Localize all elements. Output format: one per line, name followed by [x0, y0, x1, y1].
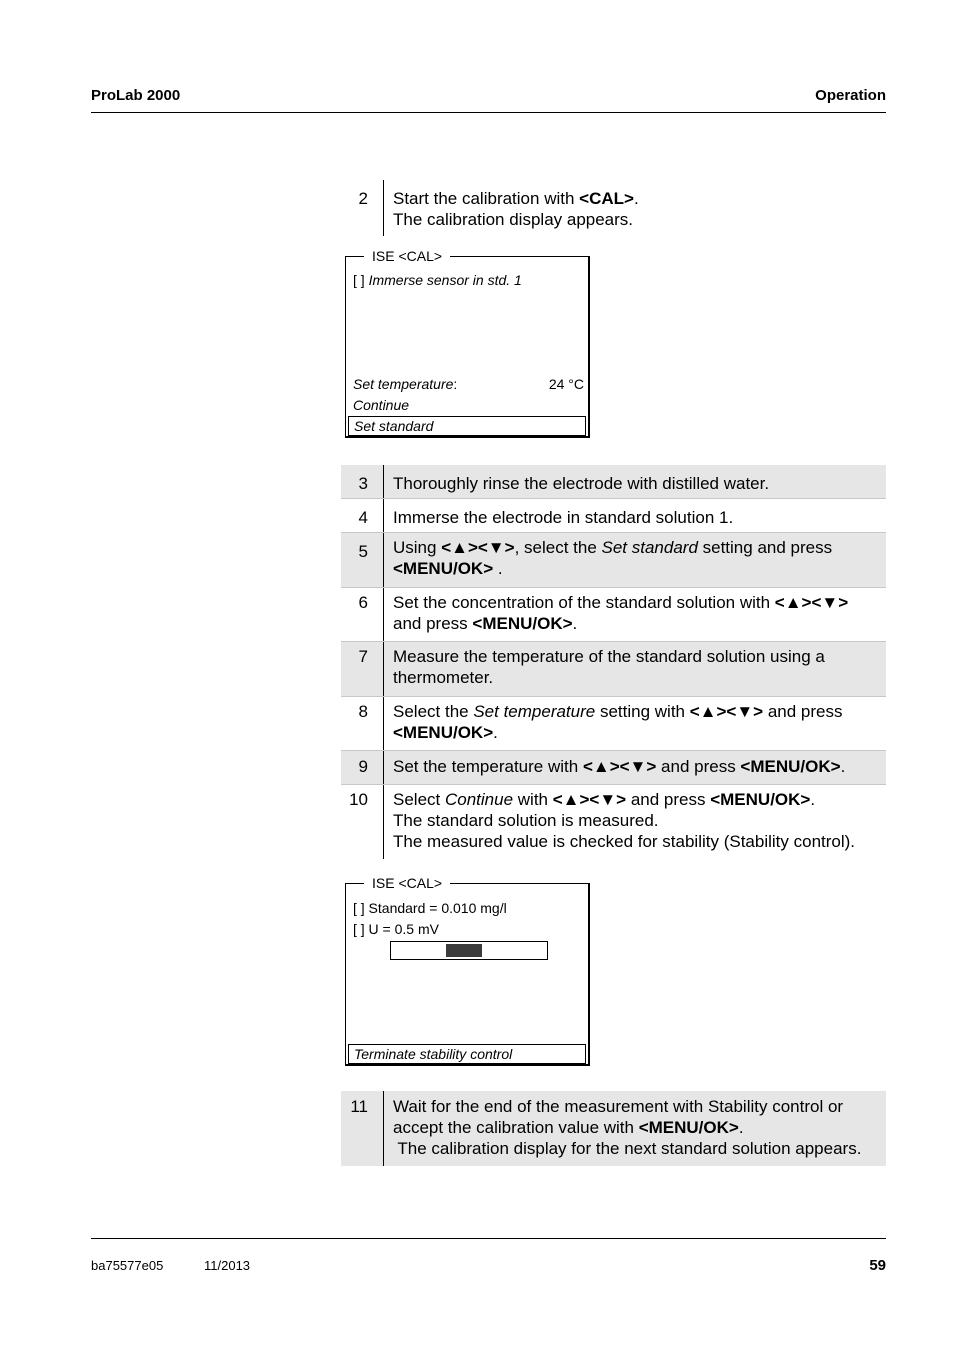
step-5: [341, 533, 886, 588]
step-text: Select the Set temperature setting with <▲><▼> and press <MENU/OK>.: [393, 702, 843, 742]
voltage-value: [ ] U = 0.5 mV: [353, 921, 439, 937]
set-temperature-item: Set temperature:: [353, 376, 458, 392]
step-text: Select Continue with <▲><▼> and press <MENU/OK>. The standard solution is measured. The measured value is checked for stability (Stability control).: [393, 790, 856, 851]
standard-value: [ ] Standard = 0.010 mg/l: [353, 900, 507, 916]
step-number: 6: [341, 588, 384, 641]
footer-page-number: 59: [869, 1257, 886, 1274]
step-text: Thoroughly rinse the electrode with distilled water.: [393, 474, 770, 493]
step-10: [341, 785, 886, 859]
footer-date: 11/2013: [204, 1258, 251, 1273]
step-8: [341, 697, 886, 751]
step-number: 5: [341, 533, 384, 587]
step-3: [341, 465, 886, 499]
step-6: [341, 588, 886, 642]
step-number: 7: [341, 642, 384, 696]
header-section-title: Operation: [815, 87, 886, 104]
set-standard-item: Set standard: [348, 416, 586, 436]
calibration-display-1: [345, 248, 590, 438]
step-4: [341, 499, 886, 533]
header-rule: [91, 112, 886, 113]
step-text: Set the concentration of the standard solution with <▲><▼> and press <MENU/OK>.: [393, 593, 849, 633]
display-title: ISE <CAL>: [364, 247, 450, 265]
footer-rule: [91, 1238, 886, 1239]
continue-item: Continue: [353, 397, 410, 413]
step-text: Measure the temperature of the standard solution using a thermometer.: [393, 647, 825, 687]
calibration-display-2: [345, 875, 590, 1066]
stability-progress-bar: [390, 941, 548, 960]
step-2: [341, 180, 886, 236]
display-instruction: [ ] Immerse sensor in std. 1: [353, 272, 522, 288]
step-number: 11: [341, 1091, 384, 1166]
step-text: Immerse the electrode in standard solution 1.: [393, 508, 734, 527]
step-number: 10: [341, 785, 384, 859]
step-text: Wait for the end of the measurement with Stability control or accept the calibration value with <MENU/OK>. The calibration display for the next standard solution appears.: [393, 1097, 862, 1158]
terminate-stability-control-item: Terminate stability control: [348, 1044, 586, 1064]
header-product-name: ProLab 2000: [91, 87, 181, 104]
step-number: 3: [341, 465, 384, 498]
step-11: [341, 1091, 886, 1166]
footer-document-id: ba75577e05: [91, 1258, 164, 1273]
stability-progress-indicator: [446, 944, 482, 957]
step-number: 2: [341, 180, 384, 236]
step-text: Set the temperature with <▲><▼> and press <MENU/OK>.: [393, 757, 846, 776]
step-7: [341, 642, 886, 697]
temperature-value: 24 °C: [548, 376, 584, 392]
step-number: 4: [341, 499, 384, 532]
step-number: 9: [341, 751, 384, 784]
display-title: ISE <CAL>: [364, 874, 450, 892]
step-text: Using <▲><▼>, select the Set standard setting and press <MENU/OK> .: [393, 538, 833, 578]
step-9: [341, 751, 886, 785]
step-text: Start the calibration with <CAL>. The calibration display appears.: [393, 189, 639, 229]
step-number: 8: [341, 697, 384, 750]
